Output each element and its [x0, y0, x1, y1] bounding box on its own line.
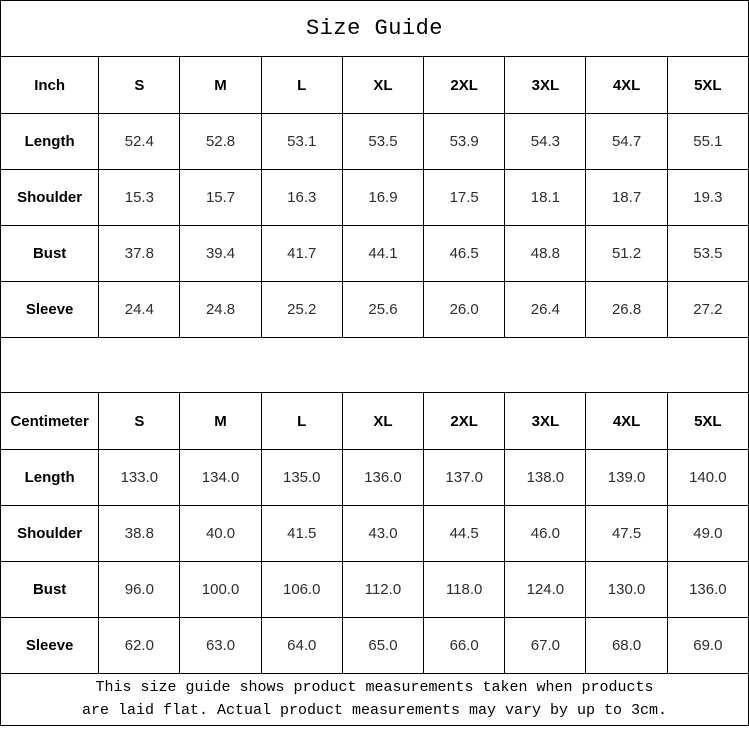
page-title: Size Guide [1, 1, 749, 57]
size-cell: 130.0 [586, 562, 667, 618]
size-cell: 54.7 [586, 114, 667, 170]
size-cell: 44.1 [342, 226, 423, 282]
cm-size-header-3xl: 3XL [505, 393, 586, 450]
size-cell: 53.5 [342, 114, 423, 170]
size-cell: 106.0 [261, 562, 342, 618]
size-cell: 51.2 [586, 226, 667, 282]
size-cell: 16.3 [261, 170, 342, 226]
footer-note-line2: are laid flat. Actual product measurements may vary by up to 3cm. [81, 701, 668, 719]
size-cell: 27.2 [667, 282, 748, 338]
cm-header-row [1, 393, 749, 450]
row-label: Sleeve [1, 618, 99, 674]
cm-unit-header: Centimeter [1, 393, 99, 450]
size-cell: 54.3 [505, 114, 586, 170]
size-cell: 26.8 [586, 282, 667, 338]
size-cell: 124.0 [505, 562, 586, 618]
size-cell: 44.5 [424, 506, 505, 562]
size-cell: 136.0 [342, 450, 423, 506]
size-cell: 53.5 [667, 226, 748, 282]
cm-size-header-2xl: 2XL [424, 393, 505, 450]
size-cell: 46.0 [505, 506, 586, 562]
size-cell: 46.5 [424, 226, 505, 282]
size-cell: 16.9 [342, 170, 423, 226]
size-cell: 47.5 [586, 506, 667, 562]
size-cell: 24.8 [180, 282, 261, 338]
footer-row [1, 674, 749, 726]
size-cell: 18.1 [505, 170, 586, 226]
spacer-row [1, 338, 749, 393]
cm-bust-row [1, 562, 749, 618]
size-cell: 38.8 [99, 506, 180, 562]
inch-shoulder-row [1, 170, 749, 226]
size-cell: 118.0 [424, 562, 505, 618]
cm-size-header-4xl: 4XL [586, 393, 667, 450]
size-cell: 26.0 [424, 282, 505, 338]
size-cell: 55.1 [667, 114, 748, 170]
spacer-cell [1, 338, 749, 393]
size-cell: 112.0 [342, 562, 423, 618]
size-cell: 18.7 [586, 170, 667, 226]
cm-size-header-xl: XL [342, 393, 423, 450]
cm-sleeve-row [1, 618, 749, 674]
size-cell: 136.0 [667, 562, 748, 618]
size-cell: 137.0 [424, 450, 505, 506]
inch-size-header-m: M [180, 57, 261, 114]
size-cell: 53.9 [424, 114, 505, 170]
size-cell: 67.0 [505, 618, 586, 674]
size-cell: 41.7 [261, 226, 342, 282]
cm-size-header-s: S [99, 393, 180, 450]
size-cell: 53.1 [261, 114, 342, 170]
size-cell: 66.0 [424, 618, 505, 674]
inch-size-header-s: S [99, 57, 180, 114]
size-cell: 135.0 [261, 450, 342, 506]
title-row [1, 1, 749, 57]
size-cell: 24.4 [99, 282, 180, 338]
size-cell: 39.4 [180, 226, 261, 282]
inch-size-header-l: L [261, 57, 342, 114]
size-cell: 63.0 [180, 618, 261, 674]
size-cell: 138.0 [505, 450, 586, 506]
inch-size-header-4xl: 4XL [586, 57, 667, 114]
inch-size-header-3xl: 3XL [505, 57, 586, 114]
size-cell: 140.0 [667, 450, 748, 506]
size-cell: 25.6 [342, 282, 423, 338]
row-label: Sleeve [1, 282, 99, 338]
size-cell: 26.4 [505, 282, 586, 338]
inch-unit-header: Inch [1, 57, 99, 114]
inch-bust-row [1, 226, 749, 282]
size-cell: 40.0 [180, 506, 261, 562]
size-cell: 37.8 [99, 226, 180, 282]
size-cell: 43.0 [342, 506, 423, 562]
size-cell: 48.8 [505, 226, 586, 282]
row-label: Shoulder [1, 170, 99, 226]
size-cell: 49.0 [667, 506, 748, 562]
row-label: Length [1, 450, 99, 506]
size-cell: 17.5 [424, 170, 505, 226]
inch-size-header-xl: XL [342, 57, 423, 114]
size-cell: 134.0 [180, 450, 261, 506]
size-cell: 15.3 [99, 170, 180, 226]
size-cell: 68.0 [586, 618, 667, 674]
size-cell: 52.4 [99, 114, 180, 170]
row-label: Bust [1, 226, 99, 282]
inch-size-header-5xl: 5XL [667, 57, 748, 114]
cm-size-header-l: L [261, 393, 342, 450]
size-cell: 25.2 [261, 282, 342, 338]
footer-note [1, 674, 749, 726]
size-cell: 139.0 [586, 450, 667, 506]
inch-size-header-2xl: 2XL [424, 57, 505, 114]
size-cell: 100.0 [180, 562, 261, 618]
size-cell: 69.0 [667, 618, 748, 674]
size-cell: 64.0 [261, 618, 342, 674]
size-cell: 15.7 [180, 170, 261, 226]
inch-header-row [1, 57, 749, 114]
cm-length-row [1, 450, 749, 506]
size-cell: 65.0 [342, 618, 423, 674]
size-cell: 52.8 [180, 114, 261, 170]
inch-sleeve-row [1, 282, 749, 338]
row-label: Bust [1, 562, 99, 618]
row-label: Length [1, 114, 99, 170]
cm-size-header-m: M [180, 393, 261, 450]
size-cell: 41.5 [261, 506, 342, 562]
size-cell: 96.0 [99, 562, 180, 618]
size-cell: 62.0 [99, 618, 180, 674]
cm-shoulder-row [1, 506, 749, 562]
cm-size-header-5xl: 5XL [667, 393, 748, 450]
inch-length-row [1, 114, 749, 170]
size-cell: 133.0 [99, 450, 180, 506]
footer-note-line1: This size guide shows product measurements taken when products [95, 679, 654, 696]
row-label: Shoulder [1, 506, 99, 562]
size-cell: 19.3 [667, 170, 748, 226]
